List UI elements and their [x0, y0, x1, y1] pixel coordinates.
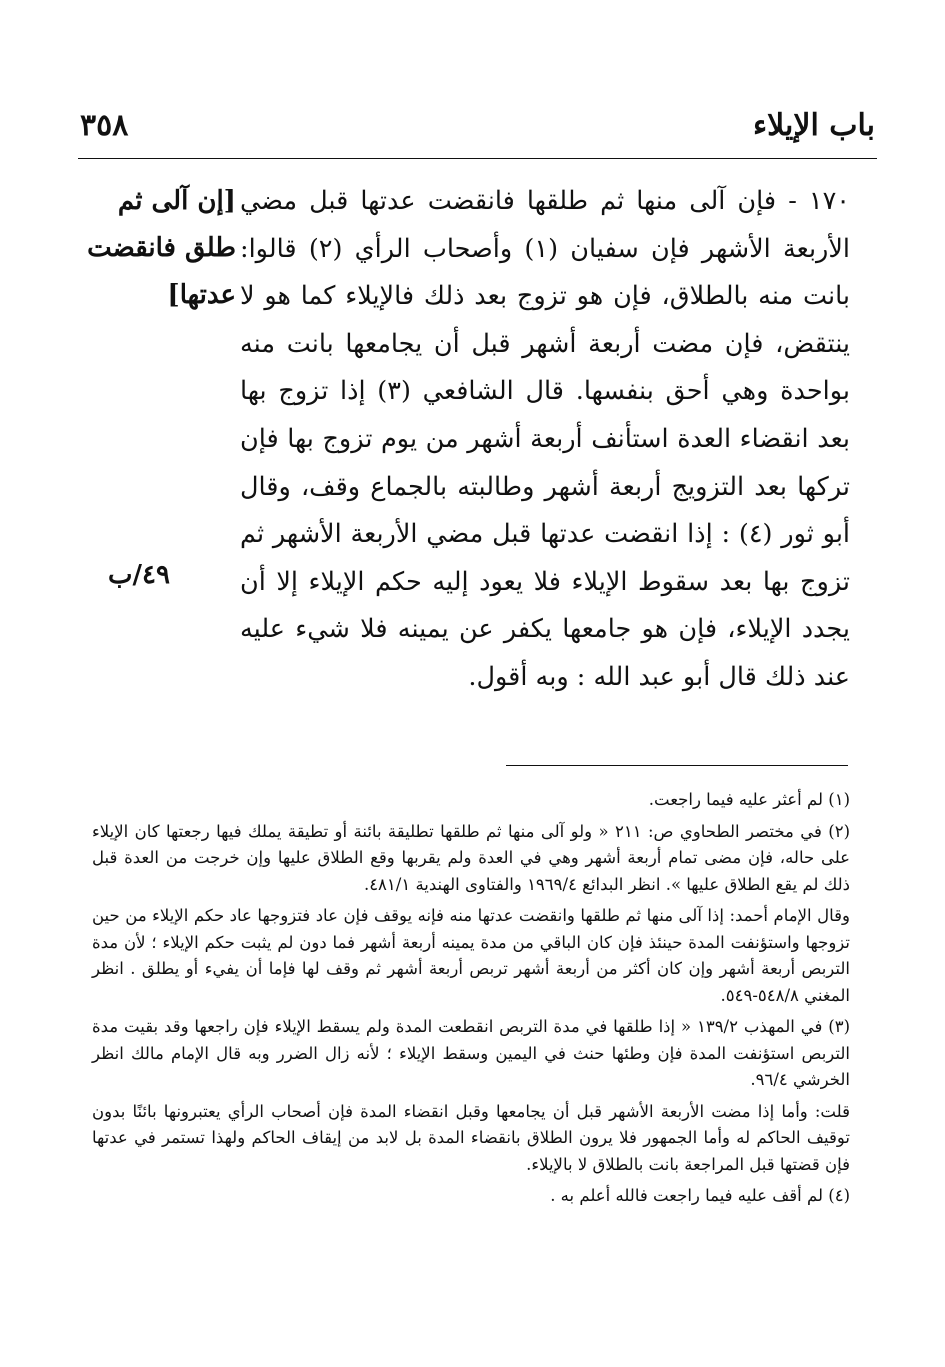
chapter-title: باب الإيلاء	[753, 108, 875, 143]
footnote-text: لم أقف عليه فيما راجعت فالله أعلم به .	[550, 1186, 823, 1205]
footnote-2	[92, 819, 850, 899]
manuscript-folio-marker: ٤٩/ب	[108, 560, 170, 590]
footnote-text: لم أعثر عليه فيما راجعت.	[648, 790, 823, 809]
footnote-1	[92, 787, 850, 814]
footnote-3-continuation: قلت: وأما إذا مضت الأربعة الأشهر قبل أن يجامعها وقبل انقضاء المدة فإن أصحاب الرأي يعتبرونها بائنًا بدون توقيف الحاكم له وأما الجمهور فلا يرون الطلاق بانقضاء المدة بل لابد من إيقاف الحاكم ولهذا تستمر في عدتها فإن قضتها قبل المراجعة بانت بالطلاق لا بالإيلاء.	[92, 1101, 850, 1174]
header-rule	[78, 158, 877, 159]
footnote-text: في مختصر الطحاوي ص: ٢١١ « ولو آلى منها ثم طلقها تطليقة بائنة أو تطيقة يملك فيها رجعتها كان الإيلاء على حاله، فإن مضى تمام أربعة أشهر وهي في العدة ولم يقربها وقع الطلاق عليها وإن خرجت من العدة قبل ذلك لم يقع الطلاق عليها ». انظر البدائع ١٩٦٩/٤ والفتاوى الهندية ٤٨١/١.	[92, 821, 850, 894]
margin-heading: [إن آلى ثم طلق فانقضت عدتها]	[87, 186, 236, 310]
footnote-number: (١)	[828, 790, 850, 809]
footnote-number: (٣)	[828, 1017, 850, 1036]
footnote-text: في المهذب ١٣٩/٢ « إذا طلقها في مدة التربص انقطعت المدة ولم يسقط الإيلاء فإن راجعها وقد بقيت مدة التربص استؤنفت المدة فإن وطئها حنث في اليمين وسقط الإيلاء ؛ لأنه زال الضرر وبه قال الإمام مالك انظر الخرشي ٩٦/٤.	[92, 1017, 850, 1089]
footnote-number: (٢)	[828, 821, 851, 841]
footnote-4	[92, 1183, 850, 1210]
footnote-3	[92, 1014, 850, 1094]
footnote-2-continuation: وقال الإمام أحمد: إذا آلى منها ثم طلقها وانقضت عدتها منه فإنه يوقف فإن عاد فتزوجها عاد حكم الإيلاء من حين تزوجها واستؤنفت المدة حينئذ فإن كان الباقي من مدة يمينه أربعة أشهر فما دون لم يثبت حكم الإيلاء ؛ لأن مدة التربص أربعة أشهر وإن كان أكثر من أربعة أشهر تربص أربعة أشهر ثم وقف لها فإما أن يفيء أو يطلق . انظر المغني ٥٤٨/٨-٥٤٩.	[92, 906, 850, 1005]
footnote-separator	[506, 765, 848, 766]
footnote-number: (٤)	[828, 1186, 850, 1205]
footnotes	[92, 787, 850, 1215]
page-number: ٣٥٨	[80, 108, 129, 143]
main-text-block	[240, 178, 850, 702]
paragraph-170: ١٧٠ - فإن آلى منها ثم طلقها فانقضت عدتها قبل مضي الأربعة الأشهر فإن سفيان (١) وأصحاب الرأي (٢) قالوا: بانت منه بالطلاق، فإن هو تزوج بعد ذلك فالإيلاء كما هو لا ينتقض، فإن مضت أربعة أشهر قبل أن يجامعها بانت منه بواحدة وهي أحق بنفسها. قال الشافعي (٣) إذا تزوج بها بعد انقضاء العدة استأنف أربعة أشهر من يوم تزوج بها فإن تركها بعد التزويج أربعة أشهر وطالبته بالجماع وقف، وقال أبو ثور (٤) : إذا انقضت عدتها قبل مضي الأربعة الأشهر ثم تزوج بها بعد سقوط الإيلاء فلا يعود إليه حكم الإيلاء إلا أن يجدد الإيلاء، فإن هو جامعها يكفر عن يمينه فلا شيء عليه عند ذلك قال أبو عبد الله : وبه أقول.	[240, 186, 850, 692]
running-header	[80, 108, 875, 158]
